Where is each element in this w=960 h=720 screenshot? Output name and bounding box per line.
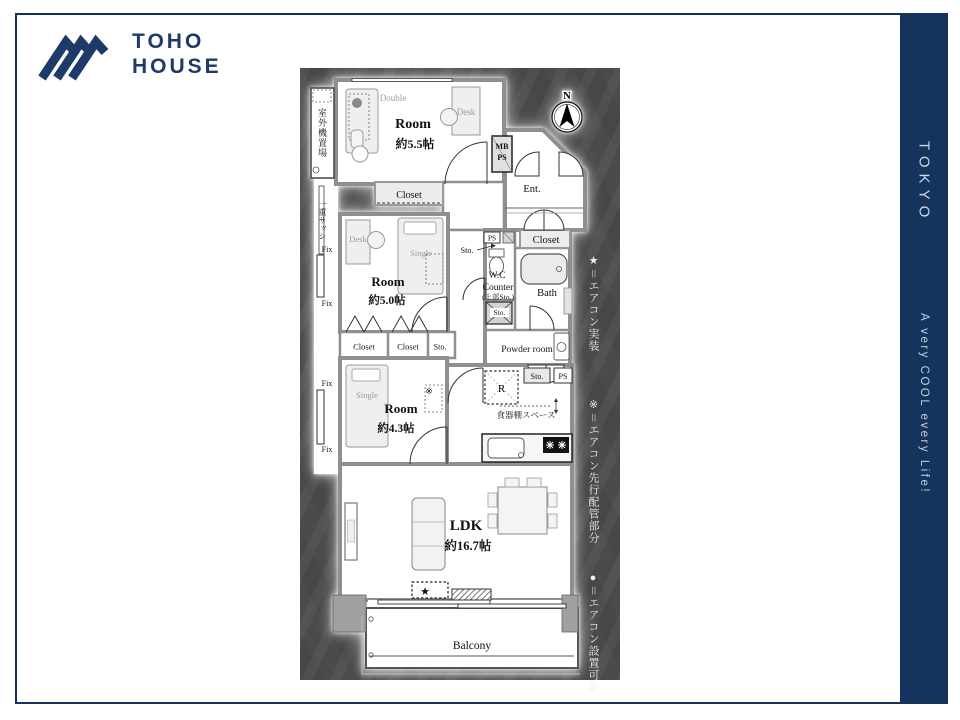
bath-label: Bath xyxy=(537,288,557,299)
strip-tagline xyxy=(900,313,948,494)
room2-desk-label: Desk xyxy=(349,234,367,244)
room1-size: 約5.5帖 xyxy=(395,137,435,151)
room1-bed-label: Double xyxy=(379,93,407,103)
single-sash-label: 一重サッシ xyxy=(318,200,327,240)
room3-bed-label: Single xyxy=(356,390,378,400)
closet4-label: Closet xyxy=(397,341,419,352)
toho-house-logo-icon xyxy=(38,26,120,84)
sto2-label: Sto. xyxy=(530,372,544,381)
closet3-label: Closet xyxy=(353,341,375,352)
balcony-label: Balcony xyxy=(452,640,492,652)
aircon-legend xyxy=(582,254,604,693)
closet2-label: Closet xyxy=(532,235,560,246)
ps-top-label: PS xyxy=(487,233,497,243)
closet1-label: Closet xyxy=(396,190,422,201)
counter-label: Counter xyxy=(482,283,514,293)
strip-title-text: TOKYO xyxy=(915,141,933,224)
toho-house-logo xyxy=(38,26,222,84)
ldk-size: 約16.7帖 xyxy=(444,539,492,553)
logo-line2: HOUSE xyxy=(132,54,222,78)
ldk-label: LDK xyxy=(449,518,483,534)
room1-label: Room xyxy=(395,117,431,132)
fix1-label: Fix xyxy=(321,245,333,254)
compass-icon xyxy=(552,90,582,132)
floorplan-board xyxy=(300,68,620,693)
logo-text xyxy=(132,30,222,80)
fix4-label: Fix xyxy=(321,445,333,454)
aircon-star-mark: ★ xyxy=(420,586,430,598)
outdoor-unit-label: 室外機置場 xyxy=(317,108,327,158)
right-navy-strip xyxy=(900,13,948,704)
room1-desk-label: Desk xyxy=(456,107,476,117)
room2-bed-label: Single xyxy=(410,248,432,258)
piping-mark: ※ xyxy=(425,386,433,396)
strip-tagline-text: A very COOL every Life! xyxy=(918,313,930,495)
ps2-label: PS xyxy=(558,372,568,381)
floorplan-drawing xyxy=(300,68,620,680)
fix3-label: Fix xyxy=(321,379,333,388)
mb-label: MB xyxy=(495,142,509,151)
powder-room-label: Powder room xyxy=(501,345,553,355)
ps-shaft-label: PS xyxy=(497,153,507,162)
room3-size: 約4.3帖 xyxy=(377,423,415,435)
wc-label: W.C xyxy=(488,271,506,281)
sto-x-label: Sto. xyxy=(493,308,506,317)
legend-aircon-installable: ●＝エアコン設置可能 xyxy=(587,572,599,693)
entrance-label: Ent. xyxy=(523,184,541,195)
room3-label: Room xyxy=(384,401,418,416)
room2-size: 約5.0帖 xyxy=(368,295,406,307)
sto3-label: Sto. xyxy=(433,342,447,352)
logo-line1: TOHO xyxy=(132,30,205,53)
legend-aircon-piping: ※＝エアコン先行配管部分 xyxy=(587,398,599,544)
room2-label: Room xyxy=(371,274,405,289)
counter-sub-label: (上部Sto.) xyxy=(482,292,514,302)
compass-north-label: N xyxy=(563,90,571,102)
fix2-label: Fix xyxy=(321,299,333,308)
strip-title xyxy=(900,141,948,223)
cupboard-space-label: 食器棚スペース xyxy=(496,410,556,420)
legend-aircon-installed: ★＝エアコン実装 xyxy=(587,254,599,352)
fridge-label: R xyxy=(497,383,506,395)
sto-arrow-label: Sto. xyxy=(460,246,474,255)
